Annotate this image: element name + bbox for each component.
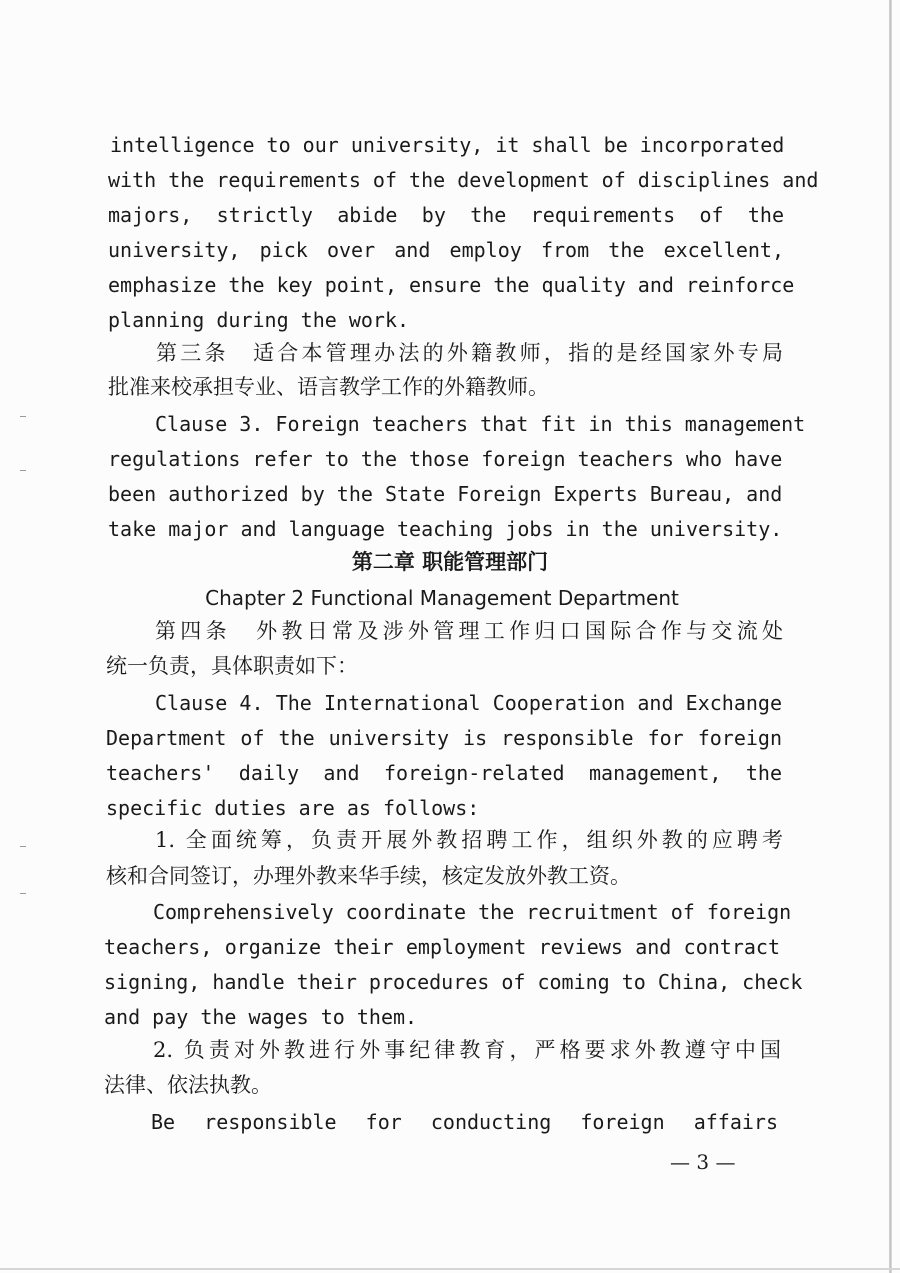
clause-3-en: take major and language teaching jobs in the university. [108, 517, 783, 541]
duty-1-en: teachers, organize their employment reviews and contract [104, 935, 780, 959]
body-line: planning during the work. [108, 308, 410, 332]
clause-3-en: Clause 3. Foreign teachers that fit in this management [155, 412, 806, 436]
clause-3-zh: 批准来校承担专业、语言教学工作的外籍教师。 [108, 375, 549, 399]
scan-speck [20, 470, 26, 471]
page-bottom-edge [0, 1268, 900, 1270]
clause-4-en: specific duties are as follows: [106, 796, 480, 820]
clause-4-en: Department of the university is responsible for foreign [106, 726, 782, 750]
duty-1-zh: 核和合同签订，办理外教来华手续，核定发放外教工资。 [106, 864, 631, 888]
clause-3-en: been authorized by the State Foreign Experts Bureau, and [108, 482, 783, 506]
duty-2-en: Be responsible for conducting foreign affairs [151, 1110, 778, 1134]
duty-1-en: Comprehensively coordinate the recruitment of foreign [153, 900, 792, 924]
duty-1-en: and pay the wages to them. [104, 1005, 418, 1029]
clause-4-zh: 统一负责，具体职责如下： [106, 654, 358, 678]
scan-speck [20, 416, 26, 417]
duty-1-zh: 1. 全面统筹，负责开展外教招聘工作，组织外教的应聘考 [155, 828, 783, 852]
clause-3-en: regulations refer to the those foreign teachers who have [108, 447, 783, 471]
body-line: majors, strictly abide by the requirements of the [108, 203, 784, 227]
clause-4-en: teachers' daily and foreign-related management, the [106, 761, 782, 785]
body-line: intelligence to our university, it shall be incorporated [110, 133, 785, 157]
scan-speck [20, 846, 26, 847]
page-number: — 3 — [670, 1150, 736, 1174]
duty-2-zh: 2. 负责对外教进行外事纪律教育，严格要求外教遵守中国 [153, 1038, 781, 1062]
duty-1-en: signing, handle their procedures of coming to China, check [104, 970, 803, 994]
body-line: university, pick over and employ from the excellent, [108, 238, 784, 262]
scan-speck [20, 893, 26, 894]
body-line: with the requirements of the development of disciplines and [108, 168, 819, 192]
duty-2-zh: 法律、依法执教。 [104, 1073, 272, 1097]
clause-3-zh: 第三条 适合本管理办法的外籍教师，指的是经国家外专局 [156, 341, 783, 365]
page-edge-shadow [889, 0, 892, 1273]
chapter-heading-zh: 第二章 职能管理部门 [351, 550, 549, 574]
chapter-heading-en: Chapter 2 Functional Management Department [205, 586, 679, 610]
clause-4-en: Clause 4. The International Cooperation and Exchange [155, 691, 782, 715]
body-line: emphasize the key point, ensure the quality and reinforce [108, 273, 795, 297]
clause-4-zh: 第四条 外教日常及涉外管理工作归口国际合作与交流处 [155, 619, 783, 643]
